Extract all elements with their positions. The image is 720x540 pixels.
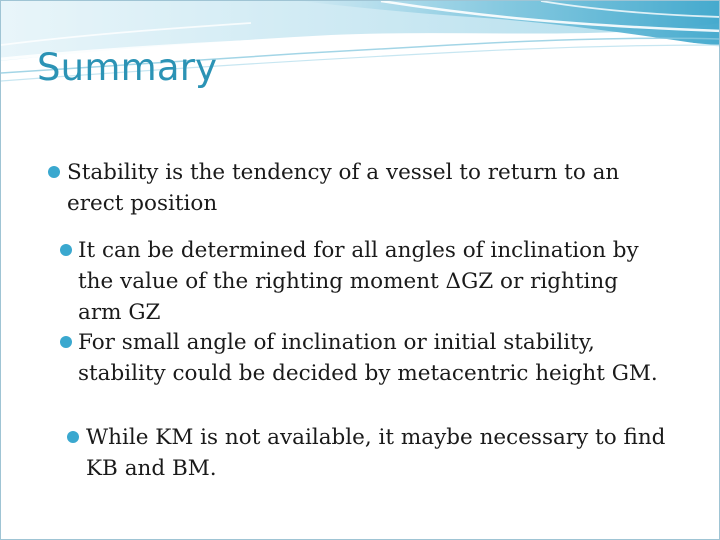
bullet-text: It can be determined for all angles of inclination by the value of the righting moment ΔGZ or righting arm GZ <box>78 238 639 325</box>
bullet-dot-icon <box>67 431 79 443</box>
bullet-text: For small angle of inclination or initial stability, stability could be decided by metacentric height GM. <box>78 330 658 386</box>
bullet-item <box>48 157 668 219</box>
bullet-dot-icon <box>48 166 60 178</box>
bullet-dot-icon <box>60 244 72 256</box>
sub-bullet-item <box>60 235 660 328</box>
bullet-text: Stability is the tendency of a vessel to return to an erect position <box>67 160 620 216</box>
bullet-text: While KM is not available, it maybe necessary to find KB and BM. <box>86 425 666 481</box>
slide-title: Summary <box>37 46 218 89</box>
bullet-dot-icon <box>60 336 72 348</box>
sub-bullet-item <box>67 422 677 484</box>
sub-bullet-item <box>60 327 660 389</box>
